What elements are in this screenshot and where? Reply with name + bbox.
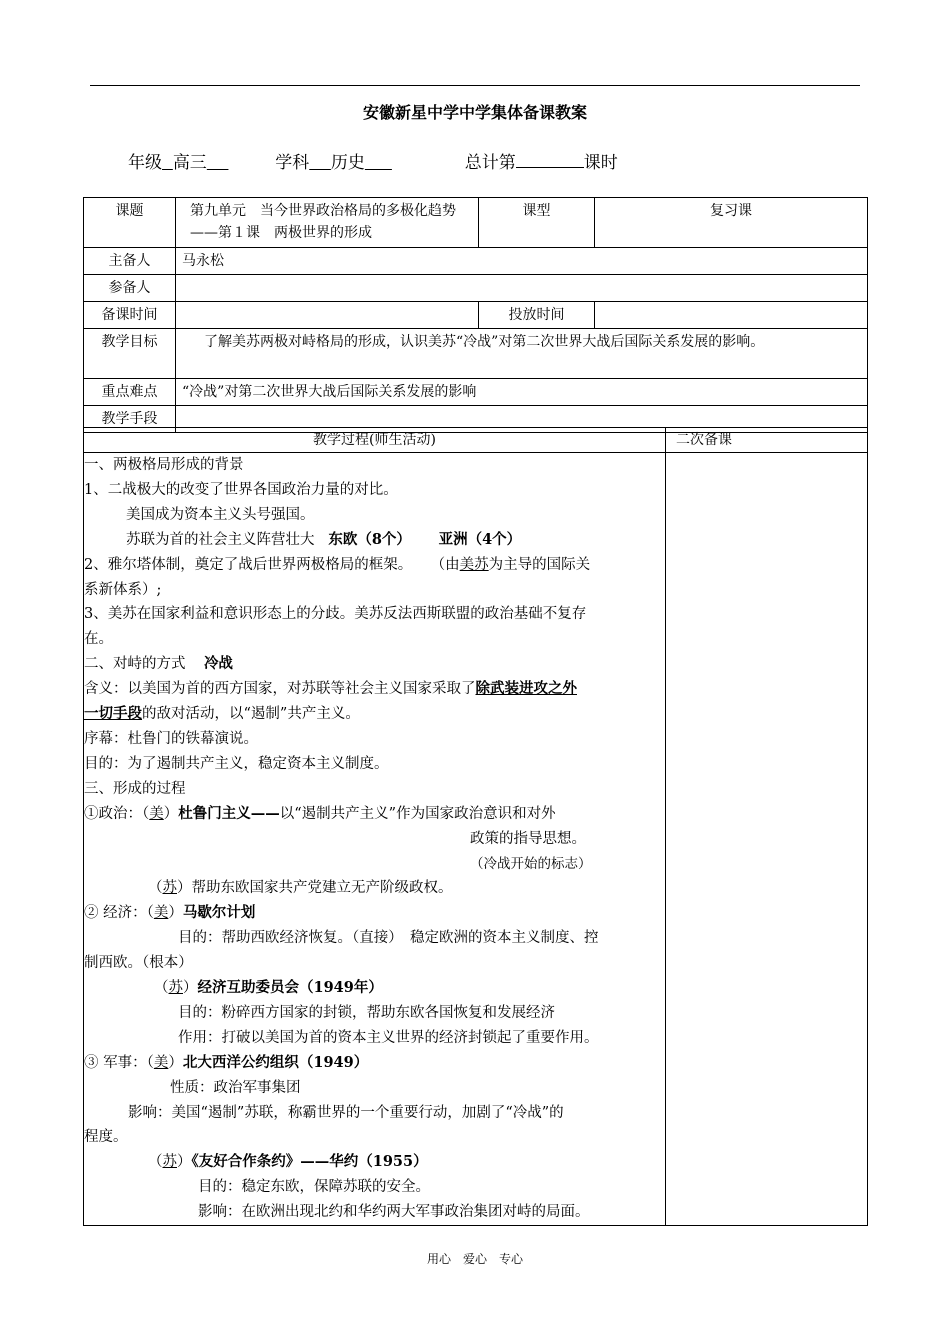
s3-title: 三、形成的过程 [84,780,186,797]
s2-prelude: 序幕：杜鲁门的铁幕演说。 [84,730,258,747]
grade-label: 年级 [128,153,162,173]
grade-value: 高三 [172,153,207,173]
economic-us-aim-cont: 制西欧。（根本） [84,955,193,972]
second-prep-body [666,453,868,1226]
economic-su-role: 作用：打破以美国为首的资本主义世界的经济封锁起了重要作用。 [178,1029,599,1046]
co-label: 参备人 [84,275,176,302]
meta-line [128,148,618,173]
political-us: ①政治：（美）杜鲁门主义——以“遏制共产主义”作为国家政治意识和对外 [84,804,556,822]
process-table [83,427,868,1226]
military-su: （苏）《友好合作条约》——华约（1955） [148,1153,428,1171]
topic-value: 第九单元 当今世界政治格局的多极化趋势——第１课 两极世界的形成 [176,198,479,248]
hours-label: 课时 [583,153,618,173]
release-value [595,302,868,329]
document-title: 安徽新星中学中学集体备课教案 [362,103,587,122]
s2-definition: 含义：以美国为首的西方国家，对苏联等社会主义国家采取了除武装进攻之外 [84,680,577,698]
political-us-cont: 政策的指导思想。 [470,830,586,847]
lead-value: 马永松 [176,248,868,275]
lead-label: 主备人 [84,248,176,275]
key-label: 重点难点 [84,379,176,406]
economic-su-aim: 目的：粉碎西方国家的封锁，帮助东欧各国恢复和发展经济 [178,1004,555,1021]
time-label: 备课时间 [84,302,176,329]
header-rule [90,85,860,86]
military-us-nature: 性质：政治军事集团 [170,1079,301,1096]
total-blank [516,153,584,168]
process-body [84,453,666,1226]
military-su-aim: 目的：稳定东欧，保障苏联的安全。 [198,1179,430,1196]
s2-title: 二、对峙的方式 冷战 [84,655,233,673]
s2-aim: 目的：为了遏制共产主义，稳定资本主义制度。 [84,755,389,772]
economic-su: （苏）经济互助委员会（1949年） [154,979,383,997]
s1-item2-cont: 系新体系）; [84,581,162,598]
military-us: ③ 军事：（美）北大西洋公约组织（1949） [84,1053,369,1071]
subject-value: 历史 [330,153,365,173]
s1-item3-cont: 在。 [84,631,113,648]
goal-label: 教学目标 [84,329,176,379]
topic-label: 课题 [84,198,176,248]
s1-item1: 1、二战极大的改变了世界各国政治力量的对比。 [84,481,398,498]
military-us-effect-cont: 程度。 [84,1129,128,1146]
total-label: 总计第 [464,153,516,173]
footer-text: 用心 爱心 专心 [426,1252,523,1266]
s1-title: 一、两极格局形成的背景 [84,457,244,473]
co-value [176,275,868,302]
military-su-effect: 影响：在欧洲出现北约和华约两大军事政治集团对峙的局面。 [198,1204,590,1221]
economic-us-aim: 目的：帮助西欧经济恢复。（直接） 稳定欧洲的资本主义制度、控 [178,930,599,947]
subject-label: 学科 [275,153,310,173]
process-header: 教学过程(师生活动) [84,428,666,453]
s1-item1a: 美国成为资本主义头号强国。 [126,506,315,523]
s1-item2: 2、雅尔塔体制，奠定了战后世界两极格局的框架。 （由美苏为主导的国际关 [84,556,591,573]
political-us-note: （冷战开始的标志） [470,855,592,872]
type-value: 复习课 [595,198,868,248]
s1-item3: 3、美苏在国家利益和意识形态上的分歧。美苏反法西斯联盟的政治基础不复存 [84,606,587,623]
s2-definition-cont: 一切手段的敌对活动，以“遏制”共产主义。 [84,705,360,723]
info-table [83,197,868,433]
military-us-effect: 影响：美国“遏制”苏联，称霸世界的一个重要行动，加剧了“冷战”的 [128,1104,564,1121]
means-label: 教学手段 [84,406,176,433]
type-label: 课型 [479,198,595,248]
goal-value: 了解美苏两极对峙格局的形成，认识美苏“冷战”对第二次世界大战后国际关系发展的影响。 [176,329,868,379]
release-label: 投放时间 [479,302,595,329]
political-su: （苏）帮助东欧国家共产党建立无产阶级政权。 [148,880,453,897]
economic-us: ② 经济：（美）马歇尔计划 [84,904,256,922]
second-prep-header: 二次备课 [666,428,868,453]
s1-item1b: 苏联为首的社会主义阵营壮大 东欧（8个） 亚洲（4个） [126,530,522,548]
key-value: “冷战”对第二次世界大战后国际关系发展的影响 [176,379,868,406]
time-value [176,302,479,329]
